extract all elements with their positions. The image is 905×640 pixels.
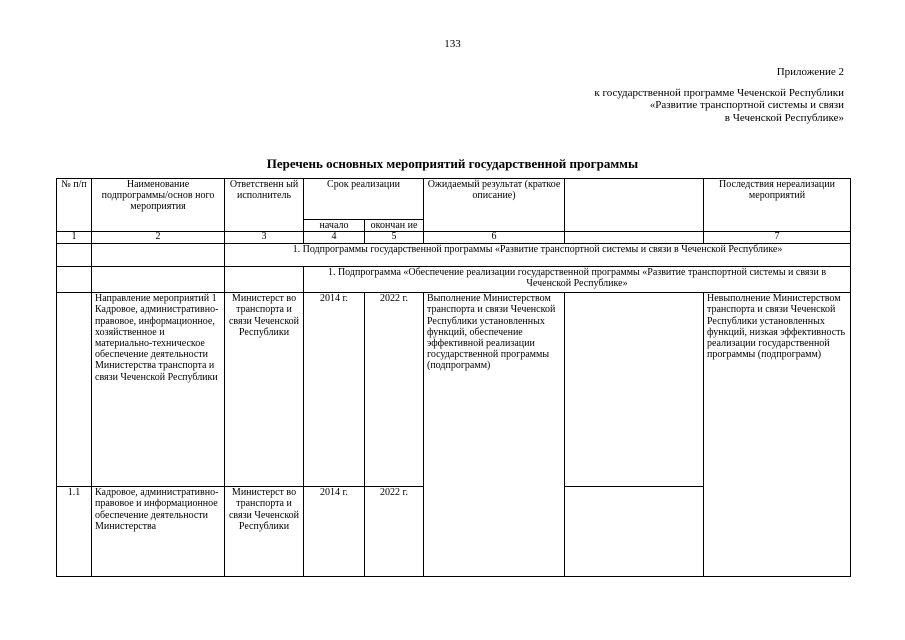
appendix-title: Приложение 2 bbox=[776, 66, 844, 78]
subprogram-1-heading: 1. Подпрограмма «Обеспечение реализации государственной программы «Развитие транспортной системы и связи в Чеченской Республике» bbox=[304, 267, 851, 293]
column-number: 2 bbox=[92, 232, 225, 244]
row-consequences: Невыполнение Министерством транспорта и связи Чеченской Республики установленных функций, низкая эффективность реализации государственной программы (подпрограмм) bbox=[704, 293, 851, 487]
header-row bbox=[57, 179, 851, 220]
page-number: 133 bbox=[444, 38, 461, 50]
row-start: 2014 г. bbox=[304, 487, 365, 577]
row-num: 1.1 bbox=[57, 487, 92, 577]
blank-cell bbox=[92, 267, 225, 293]
column-number: 3 bbox=[225, 232, 304, 244]
column-number: 1 bbox=[57, 232, 92, 244]
column-number: 5 bbox=[365, 232, 424, 244]
appendix-line-3: в Чеченской Республике» bbox=[724, 111, 844, 124]
row-extra bbox=[565, 293, 704, 487]
row-result: Выполнение Министерством транспорта и связи Чеченской Республики установленных функций, обеспечение эффективной реализации государственной программы (подпрограмм) bbox=[424, 293, 565, 487]
column-number: 7 bbox=[704, 232, 851, 244]
activities-table bbox=[56, 178, 851, 577]
column-number-empty bbox=[565, 232, 704, 244]
header-num: № п/п bbox=[57, 179, 92, 232]
header-empty bbox=[565, 179, 704, 232]
column-number: 6 bbox=[424, 232, 565, 244]
header-consequences: Последствия нереализации мероприятий bbox=[704, 179, 851, 232]
appendix-block bbox=[594, 66, 844, 124]
row-extra bbox=[565, 487, 704, 577]
blank-cell bbox=[92, 244, 225, 267]
row-consequences bbox=[704, 487, 851, 577]
header-end: окончан ие bbox=[365, 220, 424, 232]
column-number-row bbox=[57, 232, 851, 244]
blank-cell bbox=[225, 267, 304, 293]
header-name: Наименование подпрограммы/основ ного мероприятия bbox=[92, 179, 225, 232]
header-result: Ожидаемый результат (краткое описание) bbox=[424, 179, 565, 232]
blank-cell bbox=[57, 244, 92, 267]
column-number: 4 bbox=[304, 232, 365, 244]
row-executor: Министерст во транспорта и связи Чеченской Республики bbox=[225, 487, 304, 577]
header-executor: Ответственн ый исполнитель bbox=[225, 179, 304, 232]
header-start: начало bbox=[304, 220, 365, 232]
row-executor: Министерст во транспорта и связи Чеченской Республики bbox=[225, 293, 304, 487]
row-end: 2022 г. bbox=[365, 487, 424, 577]
table-row bbox=[57, 293, 851, 487]
row-start: 2014 г. bbox=[304, 293, 365, 487]
header-period: Срок реализации bbox=[304, 179, 424, 220]
row-name: Кадровое, административно-правовое и информационное обеспечение деятельности Министерства bbox=[92, 487, 225, 577]
appendix-line-1: к государственной программе Чеченской Республики bbox=[594, 86, 844, 99]
row-num bbox=[57, 293, 92, 487]
table-row bbox=[57, 487, 851, 577]
row-name: Направление мероприятий 1 Кадровое, административно-правовое, информационное, хозяйственное и материально-техническое обеспечение деятельности Министерства транспорта и связи Чеченской Республики bbox=[92, 293, 225, 487]
subprogram-1-row bbox=[57, 267, 851, 293]
document-title: Перечень основных мероприятий государственной программы bbox=[266, 156, 639, 171]
row-result bbox=[424, 487, 565, 577]
appendix-line-2: «Развитие транспортной системы и связи bbox=[649, 99, 844, 111]
blank-cell bbox=[57, 267, 92, 293]
subprograms-heading: 1. Подпрограммы государственной программы «Развитие транспортной системы и связи в Чеченской Республике» bbox=[225, 244, 851, 267]
row-end: 2022 г. bbox=[365, 293, 424, 487]
subprograms-row bbox=[57, 244, 851, 267]
